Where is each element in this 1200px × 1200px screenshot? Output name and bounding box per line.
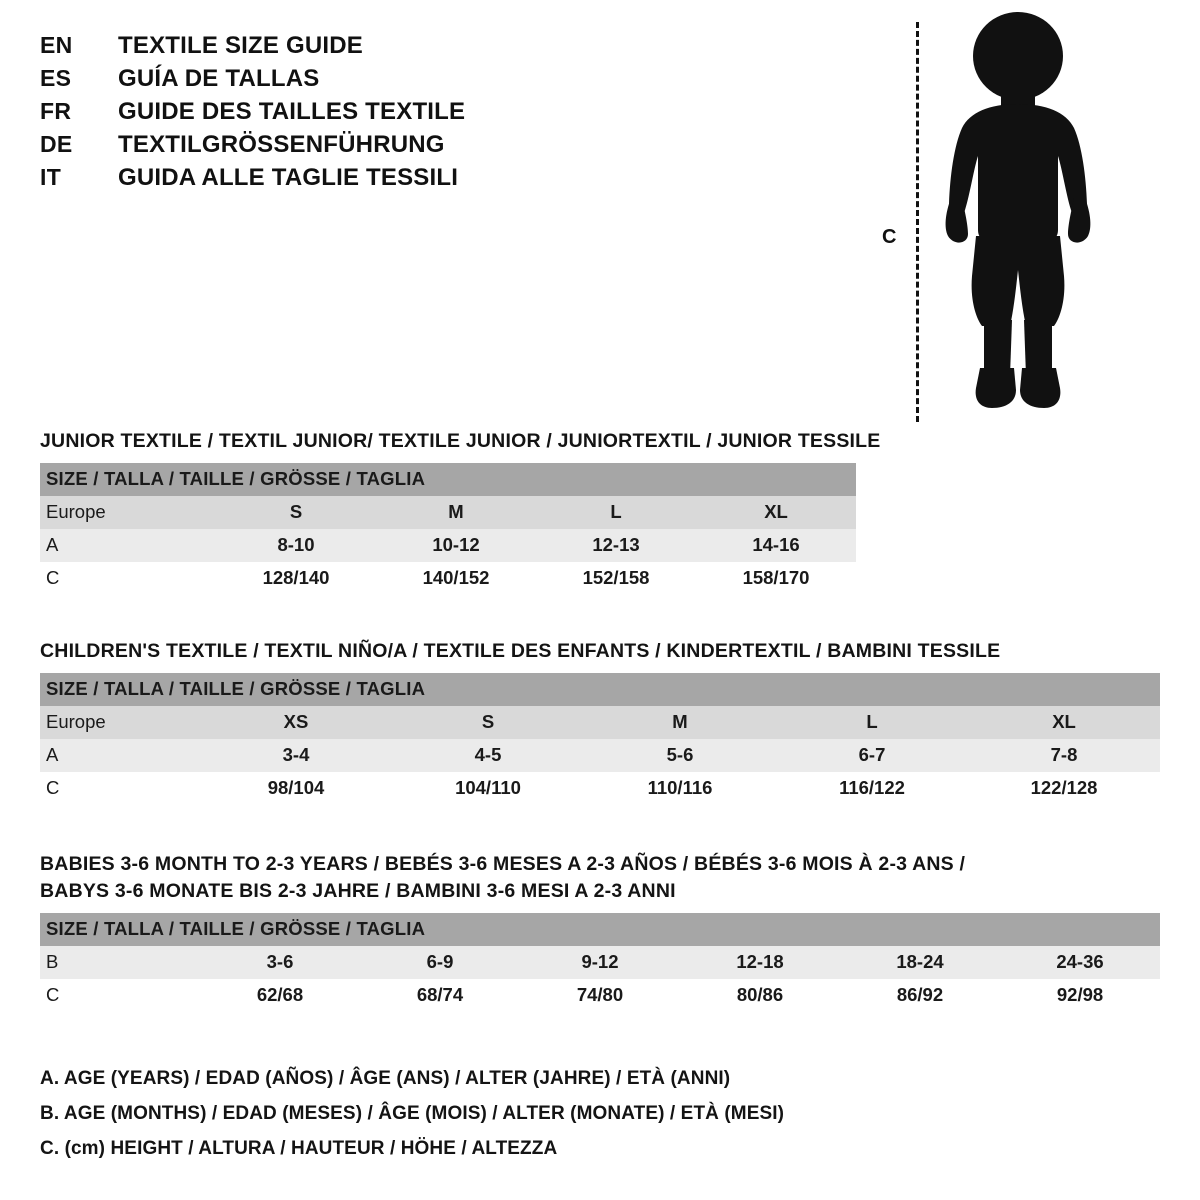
language-title: GUIDE DES TAILLES TEXTILE — [118, 98, 466, 125]
measurement-figure — [882, 8, 1142, 428]
size-header-cell: M — [376, 496, 536, 529]
table-cell: 6-7 — [776, 739, 968, 772]
language-code: DE — [40, 131, 73, 157]
language-title: TEXTILE SIZE GUIDE — [118, 32, 363, 59]
band-label: SIZE / TALLA / TAILLE / GRÖSSE / TAGLIA — [40, 913, 1160, 946]
table-cell: 12-18 — [680, 946, 840, 979]
table-cell: 24-36 — [1000, 946, 1160, 979]
language-row-en — [40, 32, 920, 60]
size-header-cell: S — [216, 496, 376, 529]
table-row — [40, 529, 856, 562]
size-header-cell: S — [392, 706, 584, 739]
table-cell: 104/110 — [392, 772, 584, 805]
row-label: A — [40, 529, 216, 562]
footnote-a: A. AGE (YEARS) / EDAD (AÑOS) / ÂGE (ANS) / ALTER (JAHRE) / ETÀ (ANNI) — [40, 1068, 731, 1089]
header-region-label: Europe — [40, 496, 216, 529]
section-childrens-textile — [40, 640, 1160, 805]
table-header-row — [40, 496, 856, 529]
table-row — [40, 562, 856, 595]
legend-footnotes — [40, 1068, 1160, 1173]
size-header-cell: XL — [968, 706, 1160, 739]
table-cell: 128/140 — [216, 562, 376, 595]
band-label: SIZE / TALLA / TAILLE / GRÖSSE / TAGLIA — [40, 673, 1160, 706]
table-row — [40, 946, 1160, 979]
band-label: SIZE / TALLA / TAILLE / GRÖSSE / TAGLIA — [40, 463, 856, 496]
footnote-c: C. (cm) HEIGHT / ALTURA / HAUTEUR / HÖHE / ALTEZZA — [40, 1138, 558, 1159]
table-cell: 92/98 — [1000, 979, 1160, 1012]
row-label: C — [40, 772, 200, 805]
row-label: B — [40, 946, 200, 979]
language-row-it — [40, 164, 920, 192]
language-code: EN — [40, 32, 73, 58]
size-header-cell: XS — [200, 706, 392, 739]
table-cell: 98/104 — [200, 772, 392, 805]
section-junior-textile — [40, 430, 1160, 595]
table-cell: 110/116 — [584, 772, 776, 805]
language-row-de — [40, 131, 920, 159]
table-cell: 12-13 — [536, 529, 696, 562]
section-babies-textile — [40, 853, 1160, 1012]
size-header-cell: L — [776, 706, 968, 739]
table-row — [40, 979, 1160, 1012]
table-cell: 8-10 — [216, 529, 376, 562]
babies-size-table — [40, 913, 1160, 1012]
row-label: C — [40, 979, 200, 1012]
child-silhouette-icon — [918, 8, 1118, 423]
table-cell: 74/80 — [520, 979, 680, 1012]
footnote-b: B. AGE (MONTHS) / EDAD (MESES) / ÂGE (MOIS) / ALTER (MONATE) / ETÀ (MESI) — [40, 1103, 785, 1124]
language-row-es — [40, 65, 920, 93]
table-cell: 6-9 — [360, 946, 520, 979]
table-cell: 122/128 — [968, 772, 1160, 805]
section-title-line2: BABYS 3-6 MONATE BIS 2-3 JAHRE / BAMBINI 3-6 MESI A 2-3 ANNI — [40, 880, 676, 902]
junior-size-table — [40, 463, 856, 595]
table-cell: 62/68 — [200, 979, 360, 1012]
table-cell: 3-4 — [200, 739, 392, 772]
table-cell: 86/92 — [840, 979, 1000, 1012]
table-cell: 3-6 — [200, 946, 360, 979]
section-title: JUNIOR TEXTILE / TEXTIL JUNIOR/ TEXTILE JUNIOR / JUNIORTEXTIL / JUNIOR TESSILE — [40, 430, 881, 452]
section-title: CHILDREN'S TEXTILE / TEXTIL NIÑO/A / TEXTILE DES ENFANTS / KINDERTEXTIL / BAMBINI TESSILE — [40, 640, 1001, 662]
table-header-row — [40, 706, 1160, 739]
table-band-row — [40, 463, 856, 496]
table-cell: 10-12 — [376, 529, 536, 562]
language-code: IT — [40, 164, 62, 190]
table-cell: 5-6 — [584, 739, 776, 772]
language-title: GUIDA ALLE TAGLIE TESSILI — [118, 164, 459, 191]
table-cell: 9-12 — [520, 946, 680, 979]
table-row — [40, 739, 1160, 772]
height-marker-label: C — [882, 226, 897, 248]
table-row — [40, 772, 1160, 805]
size-header-cell: XL — [696, 496, 856, 529]
table-cell: 116/122 — [776, 772, 968, 805]
table-cell: 18-24 — [840, 946, 1000, 979]
size-header-cell: M — [584, 706, 776, 739]
table-cell: 80/86 — [680, 979, 840, 1012]
table-cell: 158/170 — [696, 562, 856, 595]
language-code: ES — [40, 65, 72, 91]
language-header — [40, 32, 920, 197]
table-cell: 68/74 — [360, 979, 520, 1012]
section-title-babies — [40, 853, 1160, 903]
row-label: C — [40, 562, 216, 595]
table-cell: 152/158 — [536, 562, 696, 595]
table-cell: 14-16 — [696, 529, 856, 562]
table-cell: 140/152 — [376, 562, 536, 595]
language-code: FR — [40, 98, 72, 124]
size-header-cell: L — [536, 496, 696, 529]
children-size-table — [40, 673, 1160, 805]
table-band-row — [40, 673, 1160, 706]
language-row-fr — [40, 98, 920, 126]
language-title: TEXTILGRÖSSENFÜHRUNG — [118, 131, 445, 158]
header-region-label: Europe — [40, 706, 200, 739]
section-title-line1: BABIES 3-6 MONTH TO 2-3 YEARS / BEBÉS 3-6 MESES A 2-3 AÑOS / BÉBÉS 3-6 MOIS À 2-3 ANS / — [40, 853, 966, 875]
table-cell: 4-5 — [392, 739, 584, 772]
table-band-row — [40, 913, 1160, 946]
table-cell: 7-8 — [968, 739, 1160, 772]
row-label: A — [40, 739, 200, 772]
language-title: GUÍA DE TALLAS — [118, 65, 320, 92]
